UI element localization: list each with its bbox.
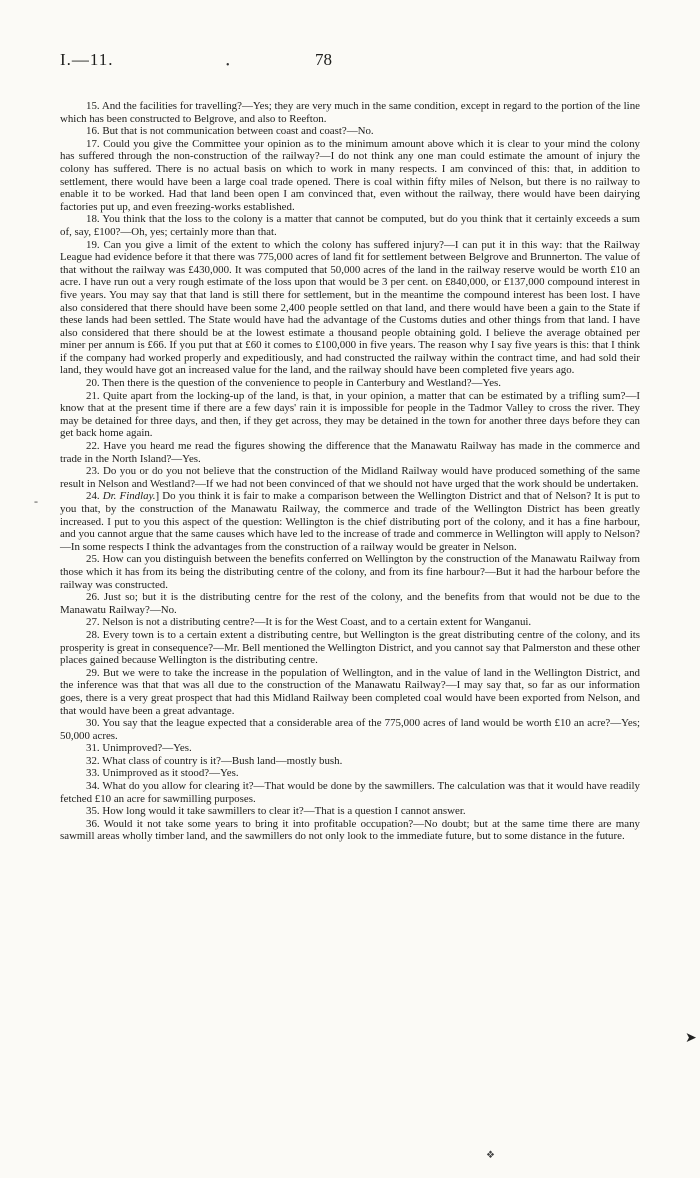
testimony-paragraph: 31. Unimproved?—Yes. [86,742,192,755]
testimony-paragraph: 33. Unimproved as it stood?—Yes. [86,767,239,780]
testimony-paragraph: 17. Could you give the Committee your opinion as to the minimum amount above which it is clear to your mind the colony has suffered through the non-construction of the railway?—I do not think any one man could estimate the amount of injury the colony has suffered. There is no actual basis on which to work in many respects. I am convinced of this: that, in addition to settlement, there would have been a large coal trade opened. There is coal within fifty miles of Nelson, but there is no railway to enable it to be worked. Had that land been open I am convinced that, even without the railway, there would have been dairying factories put up, and even freezing-works established. [60,137,640,213]
ink-speck: • [226,60,230,71]
testimony-paragraph: 29. But we were to take the increase in the population of Wellington, and in the value of land in the Wellington District, and the inference was that that was all due to the construction of the Manawatu Railway?—I may say that, so far as our information goes, there is a very great prospect that had this Midland Railway been completed coal would have been exported from Nelson, and that would have been a great advantage. [60,666,640,717]
testimony-paragraph: 18. You think that the loss to the colony is a matter that cannot be computed, but do you think that it certainly exceeds a sum of, say, £100?—Oh, yes; certainly more than that. [60,213,640,238]
page-header [60,50,640,74]
ink-speck: ❖ [486,1150,495,1161]
testimony-paragraph: 30. You say that the league expected that a considerable area of the 775,000 acres of land would be worth £10 an acre?—Yes; 50,000 acres. [60,717,640,742]
testimony-paragraph: 26. Just so; but it is the distributing centre for the rest of the colony, and the benefits from that would not be due to the Manawatu Railway?—No. [60,591,640,616]
margin-arrow-mark: ➤ [685,1031,697,1046]
testimony-paragraph: 34. What do you allow for clearing it?—That would be done by the sawmillers. The calculation was that it would have readily fetched £10 an acre for sawmilling purposes. [60,780,640,805]
testimony-paragraph: 22. Have you heard me read the figures showing the difference that the Manawatu Railway has made in the commerce and trade in the North Island?—Yes. [60,440,640,465]
margin-tick-mark: ‑ [34,494,38,508]
testimony-paragraph: 23. Do you or do you not believe that the construction of the Midland Railway would have produced something of the same result in Nelson and Westland?—If we had not been convinced of that we should not have urged that the work should be undertaken. [60,465,640,490]
testimony-body [60,100,640,843]
testimony-paragraph: 16. But that is not communication between coast and coast?—No. [86,125,374,138]
testimony-paragraph: 32. What class of country is it?—Bush land—mostly bush. [86,754,343,767]
testimony-paragraph: 35. How long would it take sawmillers to clear it?—That is a question I cannot answer. [86,805,466,818]
testimony-paragraph: 36. Would it not take some years to bring it into profitable occupation?—No doubt; but at the same time there are many sawmill areas wholly timber land, and the sawmillers do not only look to the immediate future, but to some distance in the future. [60,817,640,843]
testimony-paragraph: 15. And the facilities for travelling?—Yes; they are very much in the same condition, except in regard to the portion of the line which has been constructed to Belgrove, and also to Reefton. [60,100,640,125]
testimony-paragraph: 21. Quite apart from the locking-up of the land, is that, in your opinion, a matter that can be estimated by a trifling sum?—I know that at the present time if there are a few days' rain it is impossible for people in the Tadmor Valley to cross the river. They may be detained for three days, and then, if they get across, they may be detained in the town for another three days before they can get back home again. [60,389,640,440]
testimony-paragraph: 25. How can you distinguish between the benefits conferred on Wellington by the construction of the Manawatu Railway from those which it has from its being the distributing centre of the colony, and from its fine harbour?—But it had the harbour before the railway was constructed. [60,553,640,591]
testimony-paragraph: 20. Then there is the question of the convenience to people in Canterbury and Westland?—Yes. [86,377,501,390]
testimony-paragraph: 24. Dr. Findlay.] Do you think it is fair to make a comparison between the Wellington District and that of Nelson? It is put to you that, by the construction of the Manawatu Railway, the commerce and trade of the Wellington District has been greatly increased. I put to you this aspect of the question: Wellington is the chief distributing port of the colony, and it has a fine harbour, and you cannot argue that the same causes which have led to the increase of trade and commerce in Wellington will apply to Nelson?—In some respects I think the advantages from the construction of a railway would be greater in Nelson. [60,490,640,553]
testimony-paragraph: 28. Every town is to a certain extent a distributing centre, but Wellington is the great distributing centre of the colony, and its prosperity is great in consequence?—Mr. Bell mentioned the Wellington District, and you cannot say that Palmerston and these other places gained because Wellington is the distributing centre. [60,628,640,667]
testimony-paragraph: 19. Can you give a limit of the extent to which the colony has suffered injury?—I can put it in this way: that the Railway League had evidence before it that there was 775,000 acres of land fit for settlement between Belgrove and Brunnerton. The value of that without the railway was £430,000. It was computed that 50,000 acres of the land in the railway reserve would be worth £10 an acre. I have run out a very rough estimate of the loss upon that would be 3 per cent. on £840,000, or £137,000 compound interest in five years. You may say that that land is still there for settlement, but in the meantime the compound interest has been lost. I have also considered that there should have been some 2,400 people settled on that land, and there would have been a gain to the State if these lands had been settled. The State would have had the advantage of the Customs duties and other things from that land. I have also considered that there should be at the lowest estimate a thousand people obtaining gold. I believe the average obtained per miner per annum is £66. If you put that at £60 it comes to £100,000 in five years. The reason why I say five years is this: that I think if the company had worked properly and expeditiously, and had constructed the railway within the contract time, and had sold their land, they would have got an increased value for the land, and the railway should have been completed five years ago. [60,238,640,377]
page-number: 78 [315,50,332,69]
document-reference: I.—11. [60,50,114,69]
testimony-paragraph: 27. Nelson is not a distributing centre?—It is for the West Coast, and to a certain extent for Wanganui. [86,616,532,629]
